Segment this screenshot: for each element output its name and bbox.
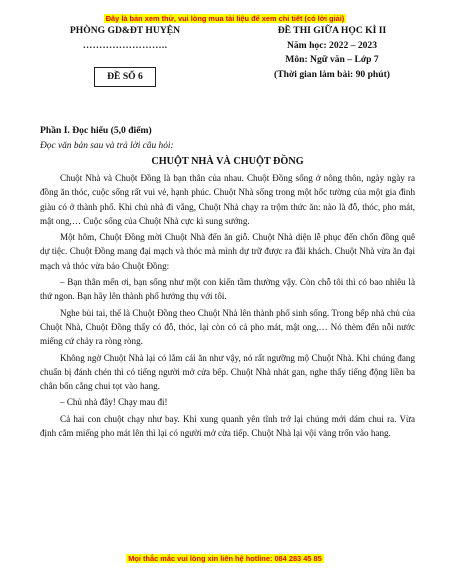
paragraph: Chuột Nhà và Chuột Đồng là bạn thân của nhau. Chuột Đồng sống ở nông thôn, ngày ngày ra đồng ăn thóc, cuộc sống rất vui vẻ, hạnh phúc. Chuột Nhà sống trong một hốc tường của một gia đình giàu có ở thành phố. Khi chủ nhà đi vắng, Chuột Nhà chạy ra trộm thức ăn: nào là đỗ, thóc, pho mát, mật ong,… Cuộc sống của Chuột Nhà cực kì sung sướng.	[40, 173, 415, 226]
district-placeholder: ……………………..	[82, 39, 168, 51]
school-year: Năm học: 2022 – 2023	[286, 39, 378, 51]
time-limit: (Thời gian làm bài: 90 phút)	[274, 68, 390, 80]
exam-title: ĐỀ THI GIỮA HỌC KÌ II	[277, 25, 387, 36]
header-right	[238, 24, 426, 82]
paragraph: Một hôm, Chuột Đồng mời Chuột Nhà đến ăn giỗ. Chuột Nhà diện lễ phục đến chốn đồng quê dự tiệc. Chuột Đồng mang đại mạch và thóc mà mình dự trữ được ra đãi khách. Chuột Nhà vừa ăn đại mạch và thóc vừa bảo Chuột Đồng:	[40, 232, 415, 271]
paragraph: Không ngờ Chuột Nhà lại có lắm cái ăn như vậy, nó rất ngưỡng mộ Chuột Nhà. Khi chúng đang chuẩn bị đánh chén thì có tiếng người mở cửa bếp. Chuột Nhà nhát gan, nghe thấy tiếng động liền ba chân bốn cẳng chui tọt vào hang.	[40, 352, 415, 392]
exam-content	[40, 124, 415, 442]
paragraph: – Chủ nhà đây! Chạy mau đi!	[60, 397, 168, 408]
subject-line: Môn: Ngữ văn – Lớp 7	[285, 54, 379, 65]
paragraph: Nghe bùi tai, thế là Chuột Đồng theo Chuột Nhà lên thành phố sinh sống. Trong bếp nhà chủ của Chuột Nhà, Chuột Đồng thấy có đỗ, thóc, lại còn có cả pho mát, mật ong,… Nó thèm đến nỗi nước miếng cứ chảy ra ròng ròng.	[40, 307, 415, 347]
department-name: PHÒNG GD&ĐT HUYỆN	[69, 25, 181, 36]
exam-code-box: ĐỀ SỐ 6	[94, 67, 156, 87]
paragraph: Cả hai con chuột chạy như bay. Khi xung quanh yên tĩnh trở lại chúng mới dám chui ra. Vừa định cắm miếng pho mát lên thì lại có người mở cửa tiếp. Chuột Nhà lại vội vàng trốn vào hang.	[40, 413, 415, 439]
hotline-footer	[0, 548, 450, 566]
hotline-text: Mọi thắc mắc vui lòng xin liên hệ hotline: 084 283 45 85	[128, 554, 322, 563]
story-title: CHUỘT NHÀ VÀ CHUỘT ĐỒNG	[151, 156, 304, 167]
part-title: Phần I. Đọc hiểu (5,0 điểm)	[40, 125, 152, 136]
preview-banner-text: Đây là bản xem thử, vui lòng mua tài liệu để xem chi tiết (có lời giải)	[105, 14, 345, 23]
instruction: Đọc văn bản sau và trả lời câu hỏi:	[40, 141, 174, 151]
paragraph: – Bạn thân mến ơi, bạn sống như một con kiến tầm thường vậy. Còn chỗ tôi thì có bao nhiêu là thứ ngon. Bạn hãy lên thành phố hưởng thụ với tôi.	[40, 277, 415, 302]
header-left	[52, 24, 198, 87]
